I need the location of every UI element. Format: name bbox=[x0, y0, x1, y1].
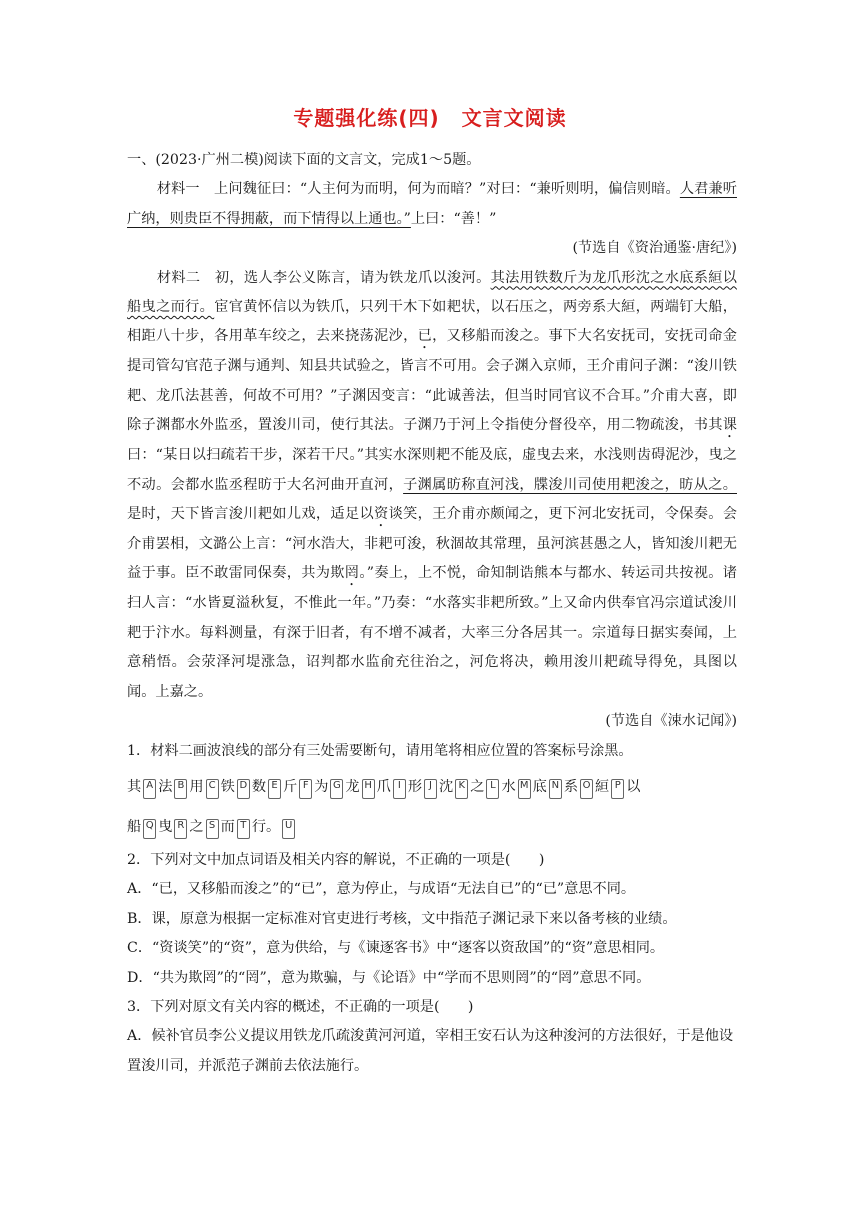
answer-box-u[interactable]: U bbox=[282, 819, 295, 839]
sentence-char: 法 bbox=[158, 778, 173, 795]
document-body bbox=[127, 146, 737, 1081]
material-two-text: 是时，天下皆言浚川耙如儿戏，适足以 bbox=[127, 506, 375, 523]
answer-box-c[interactable]: C bbox=[206, 779, 219, 799]
dotted-word: 已 bbox=[417, 328, 433, 345]
sentence-char: 其 bbox=[127, 778, 142, 795]
wavy-line-passage: 其法用铁数斤为龙爪形沈之水底系絙以船曳之而行。 bbox=[127, 269, 737, 316]
question-2-option: B．课，原意为根据一定标准对官吏进行考核，文中指范子渊记录下来以备考核的业绩。 bbox=[127, 910, 677, 927]
answer-box-n[interactable]: N bbox=[549, 779, 562, 799]
question-2-stem: 2．下列对文中加点词语及相关内容的解说，不正确的一项是( ) bbox=[127, 851, 545, 868]
question-2-option: C．“资谈笑”的“资”，意为供给，与《谏逐客书》中“逐客以资敌国”的“资”意思相同。 bbox=[127, 940, 665, 957]
material-two-text: 谈笑，王介甫亦颇闻之，更下河北安抚司，令保奏。会介甫罢相，文潞公上言：“河水浩大，非耙可浚，秋涸故其常理，虽河滨甚愚之人，皆知浚川耙无益于事。臣不敢雷同保奏，共为欺 bbox=[127, 506, 737, 582]
sentence-char: 絙 bbox=[595, 778, 610, 795]
sentence-char: 之 bbox=[470, 778, 485, 795]
material-two bbox=[127, 264, 737, 707]
sentence-char: 之 bbox=[189, 818, 204, 835]
material-one-source: (节选自《资治通鉴·唐纪》) bbox=[572, 240, 737, 257]
answer-box-m[interactable]: M bbox=[518, 779, 531, 799]
answer-box-j[interactable]: J bbox=[424, 779, 437, 799]
answer-box-k[interactable]: K bbox=[455, 779, 468, 799]
dotted-word: 罔 bbox=[344, 565, 360, 582]
answer-box-o[interactable]: O bbox=[580, 779, 593, 799]
answer-box-e[interactable]: E bbox=[268, 779, 281, 799]
sentence-char: 底 bbox=[532, 778, 547, 795]
sentence-char: 而 bbox=[220, 818, 235, 835]
title-main: 专题强化练(四) bbox=[293, 106, 440, 130]
material-two-text: 曰：“某日以扫疏若干步，深若干尺。”其实水深则耙不能及底，虚曳去来，水浅则齿碍泥沙，曳之不动。会都水监丞程昉于大名河曲开直河， bbox=[127, 447, 737, 493]
question-3-stem: 3．下列对原文有关内容的概述，不正确的一项是( ) bbox=[127, 998, 474, 1015]
answer-box-d[interactable]: D bbox=[237, 779, 250, 799]
answer-box-f[interactable]: F bbox=[299, 779, 312, 799]
section-heading: 一、(2023·广州二模)阅读下面的文言文，完成1～5题。 bbox=[127, 152, 481, 168]
sentence-char: 斤 bbox=[283, 778, 298, 795]
answer-box-s[interactable]: S bbox=[206, 819, 219, 839]
answer-box-a[interactable]: A bbox=[143, 779, 156, 799]
question-2-option: D．“共为欺罔”的“罔”，意为欺骗，与《论语》中“学而不思则罔”的“罔”意思不同。 bbox=[127, 969, 651, 986]
sentence-char: 形 bbox=[407, 778, 423, 795]
answer-box-h[interactable]: H bbox=[362, 779, 375, 799]
material-one-text: 材料一 上问魏征曰：“人主何为而明，何为而暗？”对曰：“兼听则明，偏信则暗。 bbox=[156, 181, 680, 198]
title-sub: 文言文阅读 bbox=[461, 106, 567, 130]
sentence-char: 用 bbox=[189, 778, 204, 795]
page-title bbox=[0, 102, 860, 131]
answer-box-row-2 bbox=[127, 808, 737, 846]
sentence-char: 行。 bbox=[251, 818, 281, 835]
sentence-char: 系 bbox=[563, 778, 579, 795]
answer-box-p[interactable]: P bbox=[611, 779, 624, 799]
answer-box-g[interactable]: G bbox=[330, 779, 343, 799]
sentence-char: 爪 bbox=[376, 778, 391, 795]
answer-box-b[interactable]: B bbox=[174, 779, 187, 799]
sentence-char: 船 bbox=[127, 818, 142, 835]
material-one-tail: 上曰：“善！” bbox=[410, 210, 497, 227]
dotted-word: 资 bbox=[374, 506, 389, 523]
sentence-char: 数 bbox=[251, 778, 267, 795]
sentence-char: 龙 bbox=[345, 778, 360, 795]
answer-box-row-1 bbox=[127, 768, 737, 806]
material-two-text: ，又移船而浚之。事下大名安抚司，安抚司命金提司管勾官范子渊与通判、知县共试验之，皆言不可用。会子渊入京师，王介甫问子渊：“浚川铁耙、龙爪法甚善，何故不可用？”子渊因变言：“此诚善法，但当时同官议不合耳。”介甫大喜，即除子渊都水外监丞，置浚川司，使行其法。子渊乃于河上令指使分督役卒，用二物疏浚，书其 bbox=[127, 328, 737, 434]
material-two-lead: 材料二 初，选人李公义陈言，请为铁龙爪以浚河。 bbox=[156, 269, 491, 286]
question-2-option: A．“已，又移船而浚之”的“已”，意为停止，与成语“无法自已”的“已”意思不同。 bbox=[127, 881, 636, 898]
material-one-underlined: 人君兼听广纳，则贵臣不得拥蔽，而下情得以上通也。” bbox=[127, 181, 737, 227]
material-one bbox=[127, 175, 737, 234]
question-1-stem: 1．材料二画波浪线的部分有三处需要断句，请用笔将相应位置的答案标号涂黑。 bbox=[127, 742, 633, 759]
material-two-text: 。”奏上，上不悦，命知制诰熊本与都水、转运司共按视。诸扫人言：“水皆夏溢秋复，不惟此一年。”乃奏：“水落实非耙所致。”上又命内供奉官冯宗道试浚川耙于汴水。每料测量，有深于旧者，有不增不减者，大率三分各居其一。宗道每日据实奏闻，上意稍悟。会荥泽河堤涨急，诏判都水监俞充往治之，河危将决，赖用浚川耙疏导得免，具图以闻。上嘉之。 bbox=[127, 565, 737, 700]
sentence-char: 水 bbox=[501, 778, 516, 795]
answer-box-q[interactable]: Q bbox=[143, 819, 156, 839]
sentence-char: 曳 bbox=[158, 818, 173, 835]
material-two-underlined: 子渊属昉称直河浅，牒浚川司使用耙浚之，昉从之。 bbox=[403, 476, 737, 493]
answer-box-t[interactable]: T bbox=[237, 819, 250, 839]
answer-box-r[interactable]: R bbox=[174, 819, 187, 839]
answer-box-i[interactable]: I bbox=[393, 779, 406, 799]
sentence-char: 以 bbox=[626, 778, 641, 795]
answer-box-l[interactable]: L bbox=[486, 779, 499, 799]
material-two-source: (节选自《涑水记闻》) bbox=[605, 713, 737, 730]
dotted-word: 课 bbox=[722, 417, 737, 434]
question-3-option: A．候补官员李公义提议用铁龙爪疏浚黄河河道，宰相王安石认为这种浚河的方法很好，于是他设置浚川司，并派范子渊前去依法施行。 bbox=[127, 1028, 734, 1074]
sentence-char: 沈 bbox=[439, 778, 454, 795]
sentence-char: 铁 bbox=[220, 778, 235, 795]
sentence-char: 为 bbox=[314, 778, 329, 795]
material-two-text: 宦官黄怀信以为铁爪，只列干木下如耙状，以石压之，两旁系大絙，两端钉大船，相距八十步，各用革车绞之，去来挠荡泥沙， bbox=[127, 299, 737, 345]
